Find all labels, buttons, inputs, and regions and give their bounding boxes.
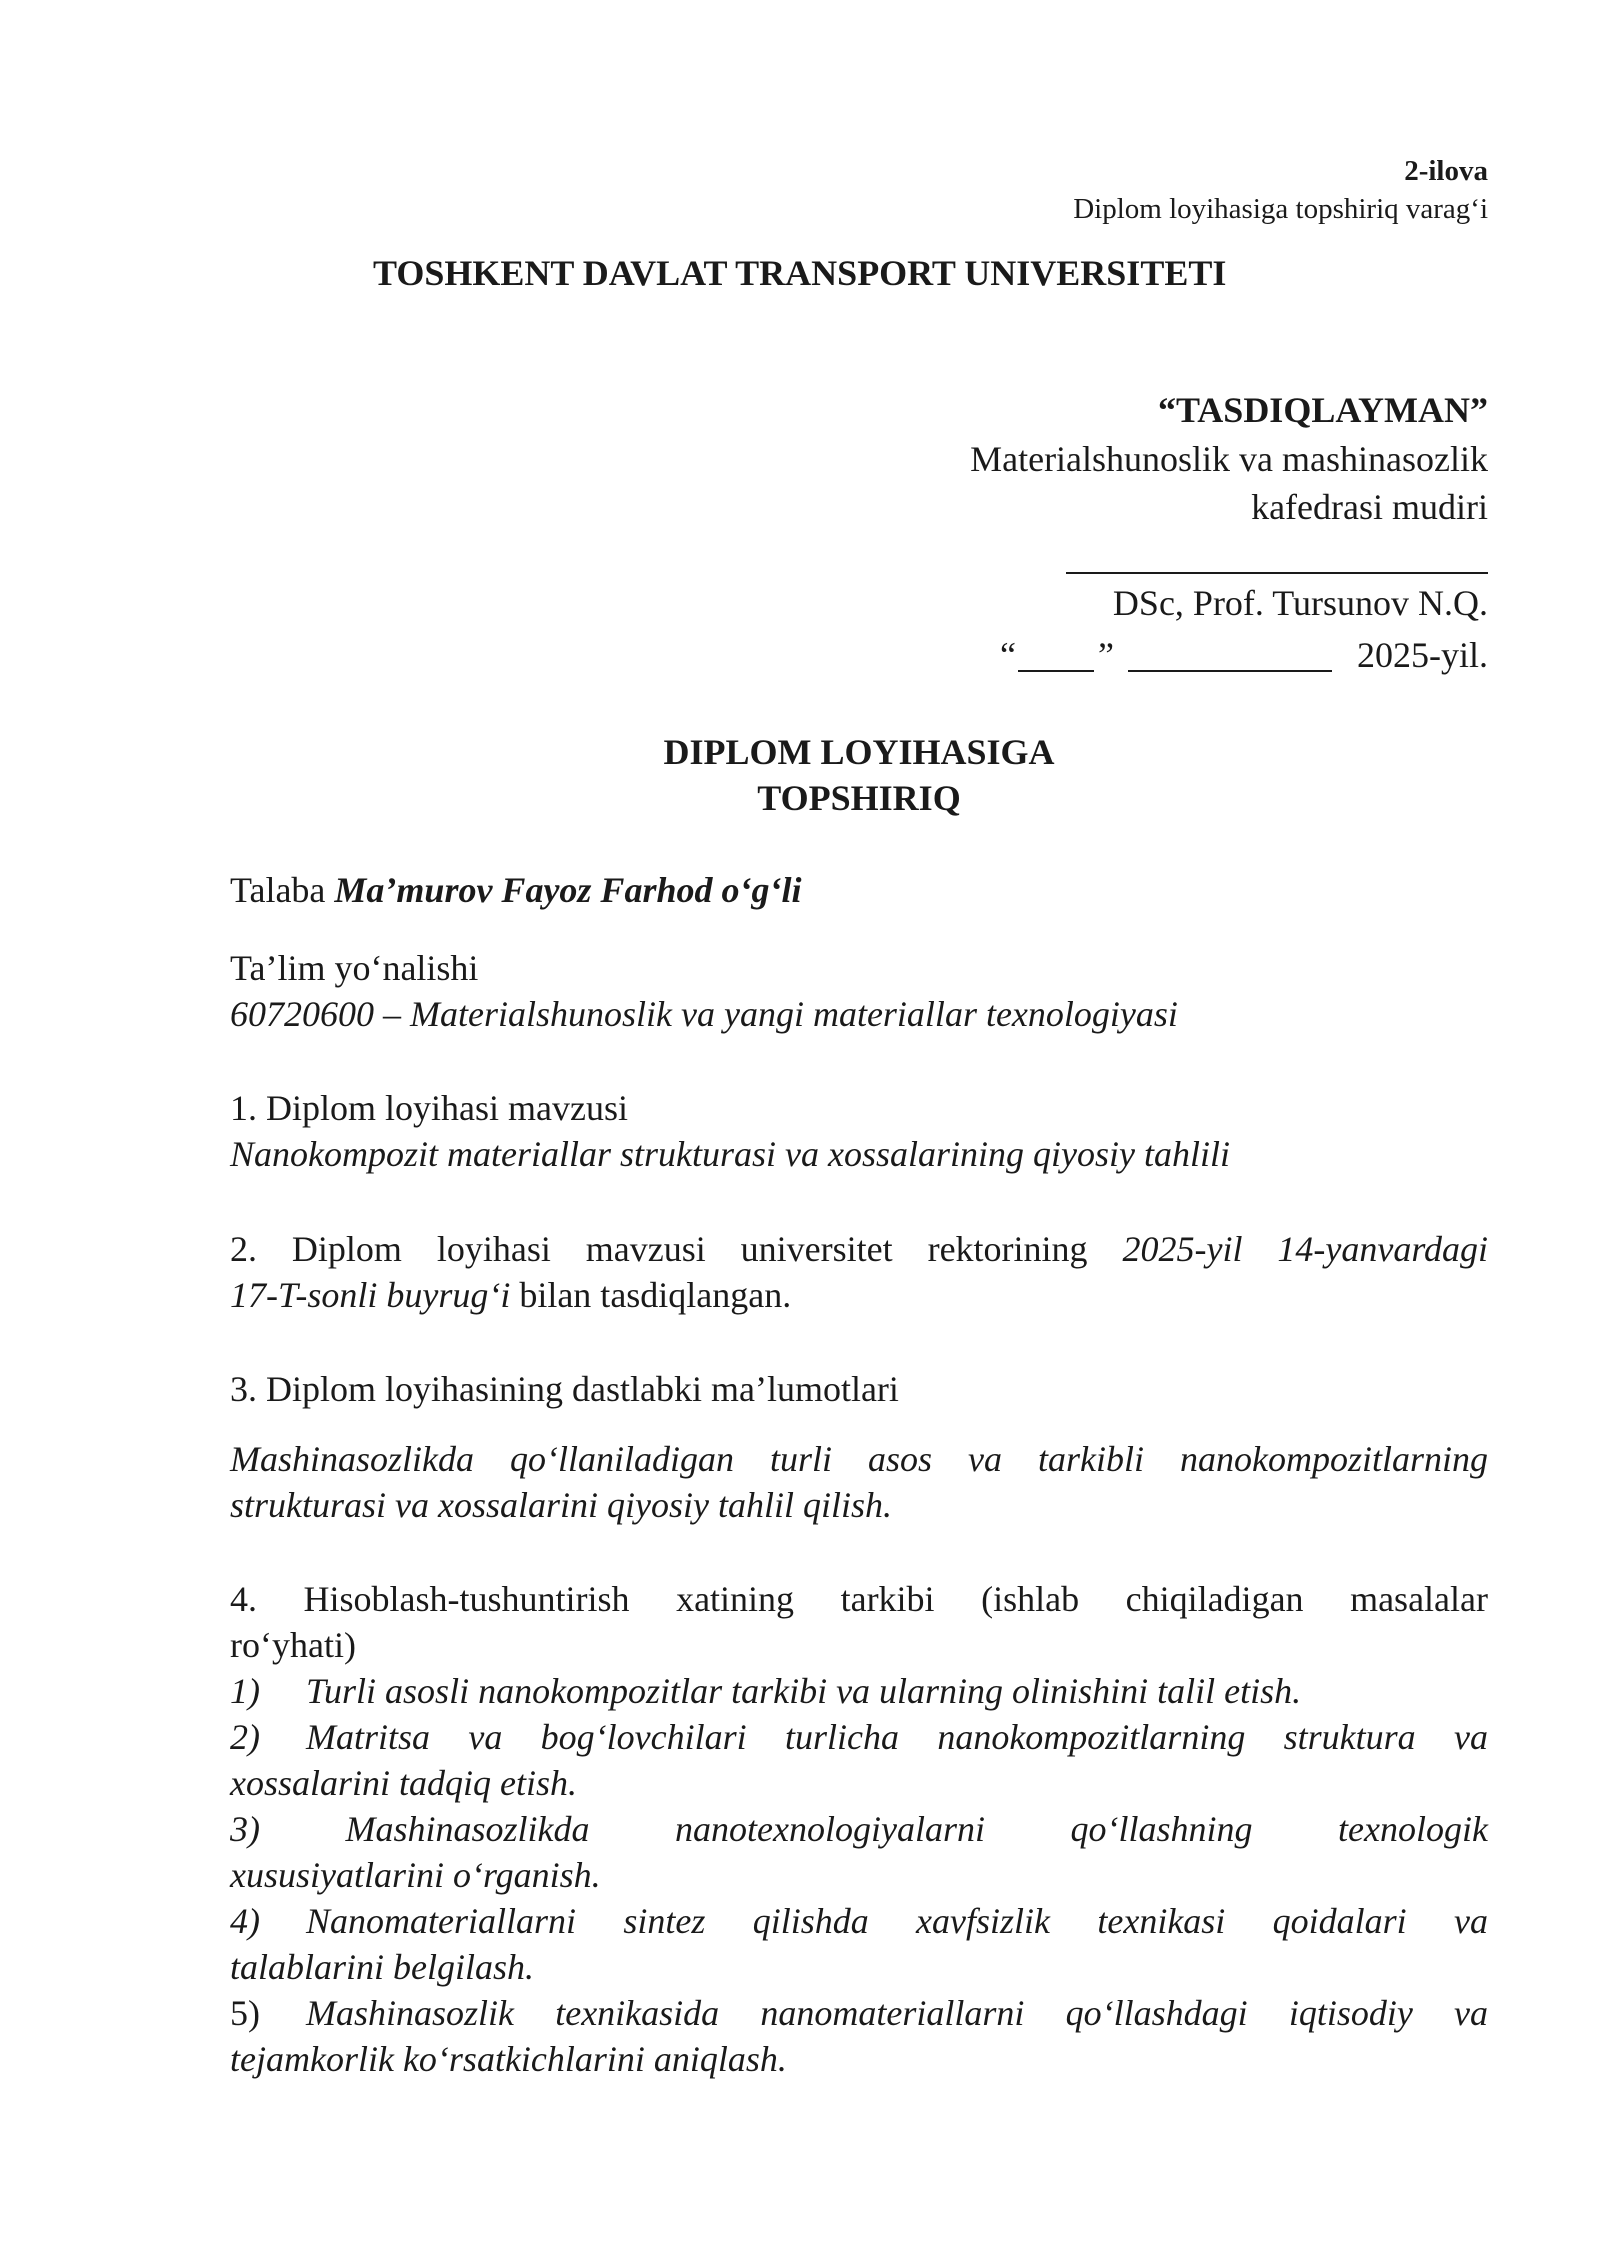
task-item-word: nanotexnologiyalarni [675, 1809, 985, 1849]
section3-text-line1: Mashinasozlikda qo‘llaniladigan turli asos va tarkibli nanokompozitlarning [230, 1439, 1488, 1479]
task-item [230, 1806, 1488, 1852]
signature-line [1066, 572, 1488, 574]
task-item-word: texnologik [1338, 1809, 1488, 1849]
student-row [230, 867, 801, 913]
section2-line1 [230, 1226, 1488, 1272]
section2-approved: bilan tasdiqlangan. [519, 1275, 792, 1315]
field-value: 60720600 – Materialshunoslik va yangi materiallar texnologiyasi [230, 994, 1178, 1034]
section4-heading-line1: 4. Hisoblash-tushuntirish xatining tarkibi (ishlab chiqiladigan masalalar [230, 1579, 1488, 1619]
approval-date [1000, 632, 1488, 678]
task-item-number: 2) [230, 1717, 260, 1757]
task-item-word: Mashinasozlikda [345, 1809, 590, 1849]
task-item [230, 1990, 1488, 2036]
task-item-text: Matritsa va bog‘lovchilari turlicha nanokompozitlarning struktura va [306, 1717, 1488, 1757]
section2-order: 17-T-sonli buyrug‘i [230, 1275, 511, 1315]
approval-department-line1: Materialshunoslik va mashinasozlik [970, 439, 1488, 479]
section3-heading: 3. Diplom loyihasining dastlabki ma’lumotlari [230, 1369, 899, 1409]
appendix-label: 2-ilova [1404, 155, 1488, 187]
approval-department-line2: kafedrasi mudiri [1251, 487, 1488, 527]
date-year: 2025-yil. [1357, 635, 1488, 675]
section2-date: 2025-yil 14-yanvardagi [1122, 1229, 1489, 1269]
task-item [230, 1898, 1488, 1944]
task-item-text: Nanomateriallarni sintez qilishda xavfsizlik texnikasi qoidalari va [306, 1901, 1488, 1941]
section2-line2 [230, 1272, 791, 1318]
task-item-number: 5) [230, 1993, 260, 2033]
approval-signatory: DSc, Prof. Tursunov N.Q. [1112, 583, 1488, 623]
task-item-word: qo‘llashning [1070, 1809, 1253, 1849]
doc-title-line2: TOPSHIRIQ [757, 778, 961, 818]
task-item-continuation: xossalarini tadqiq etish. [230, 1763, 578, 1803]
approval-title: “TASDIQLAYMAN” [1157, 390, 1488, 430]
student-label: Talaba [230, 870, 326, 910]
task-item-continuation: xususiyatlarini o‘rganish. [230, 1855, 601, 1895]
date-month-blank [1128, 670, 1332, 672]
date-close-quote: ” [1098, 635, 1114, 675]
section4-heading-line2: ro‘yhati) [230, 1625, 356, 1665]
section1-heading: 1. Diplom loyihasi mavzusi [230, 1088, 628, 1128]
task-item-number: 1) [230, 1671, 260, 1711]
field-label: Ta’lim yo‘nalishi [230, 948, 479, 988]
student-name: Ma’murov Fayoz Farhod o‘g‘li [334, 870, 802, 910]
task-item [230, 1714, 1488, 1760]
task-item-text: Turli asosli nanokompozitlar tarkibi va ularning olinishini talil etish. [306, 1671, 1302, 1711]
task-item-continuation: talablarini belgilash. [230, 1947, 535, 1987]
date-open-quote: “ [1000, 635, 1016, 675]
section2-text: 2. Diplom loyihasi mavzusi universitet rektorining [230, 1229, 1088, 1269]
doc-title-line1: DIPLOM LOYIHASIGA [663, 732, 1055, 772]
section3-text-line2: strukturasi va xossalarini qiyosiy tahlil qilish. [230, 1485, 893, 1525]
task-item-continuation: tejamkorlik ko‘rsatkichlarini aniqlash. [230, 2039, 787, 2079]
date-day-blank [1018, 670, 1094, 672]
task-item [230, 1668, 1488, 1714]
task-item-number: 3) [230, 1809, 260, 1849]
university-title: TOSHKENT DAVLAT TRANSPORT UNIVERSITETI [373, 253, 1227, 293]
appendix-subtitle: Diplom loyihasiga topshiriq varag‘i [1073, 193, 1488, 225]
task-item-text: Mashinasozlik texnikasida nanomateriallarni qo‘llashdagi iqtisodiy va [306, 1993, 1488, 2033]
task-item-number: 4) [230, 1901, 260, 1941]
section1-value: Nanokompozit materiallar strukturasi va xossalarining qiyosiy tahlili [230, 1134, 1231, 1174]
